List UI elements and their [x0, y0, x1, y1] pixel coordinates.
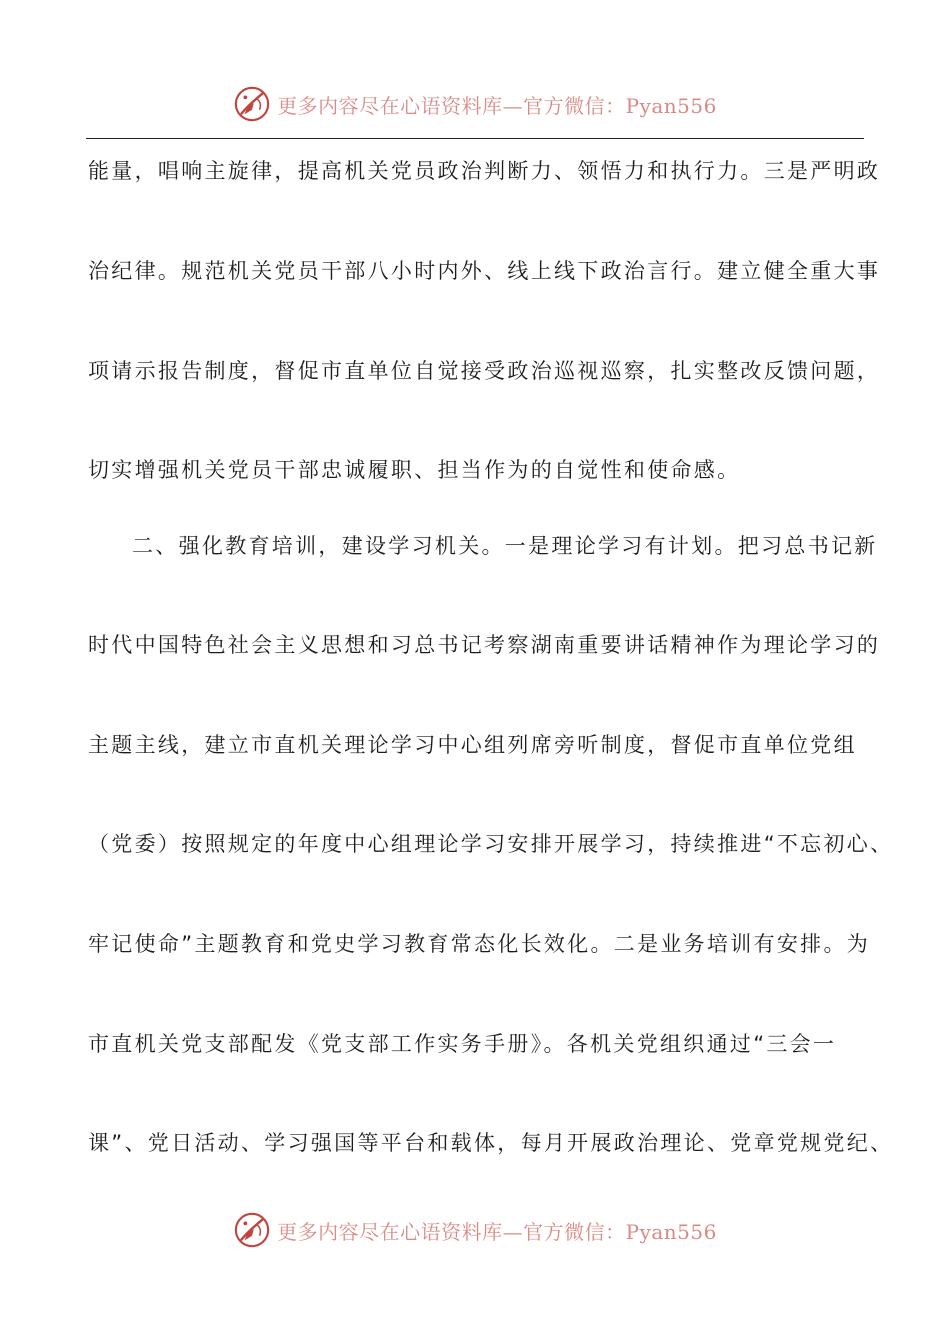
header-banner-text: 更多内容尽在心语资料库—官方微信：Pyan556	[277, 93, 717, 118]
paragraph-line: 主题主线，建立市直机关理论学习中心组列席旁听制度，督促市直单位党组	[88, 733, 857, 757]
pen-logo-icon	[233, 85, 271, 123]
paragraph-line: （党委）按照规定的年度中心组理论学习安排开展学习，持续推进“不忘初心、	[88, 832, 894, 856]
paragraph-line: 切实增强机关党员干部忠诚履职、担当作为的自觉性和使命感。	[88, 458, 741, 482]
paragraph-line: 二、强化教育培训，建设学习机关。一是理论学习有计划。把习总书记新	[132, 534, 878, 558]
header-divider	[86, 138, 864, 139]
header-banner	[0, 82, 950, 126]
paragraph-line: 市直机关党支部配发《党支部工作实务手册》。各机关党组织通过“三会一	[88, 1032, 837, 1056]
paragraph-line: 能量，唱响主旋律，提高机关党员政治判断力、领悟力和执行力。三是严明政	[88, 159, 881, 183]
paragraph-line: 牢记使命”主题教育和党史学习教育常态化长效化。二是业务培训有安排。为	[88, 932, 871, 956]
paragraph-line: 时代中国特色社会主义思想和习总书记考察湖南重要讲话精神作为理论学习的	[88, 633, 881, 657]
paragraph-line: 治纪律。规范机关党员干部八小时内外、线上线下政治言行。建立健全重大事	[88, 259, 881, 283]
footer-banner	[0, 1208, 950, 1252]
pen-logo-icon	[233, 1211, 271, 1249]
paragraph-line: 课”、党日活动、学习强国等平台和载体，每月开展政治理论、党章党规党纪、	[88, 1131, 894, 1155]
paragraph-line: 项请示报告制度，督促市直单位自觉接受政治巡视巡察，扎实整改反馈问题，	[88, 359, 881, 383]
footer-banner-text: 更多内容尽在心语资料库—官方微信：Pyan556	[277, 1219, 717, 1244]
